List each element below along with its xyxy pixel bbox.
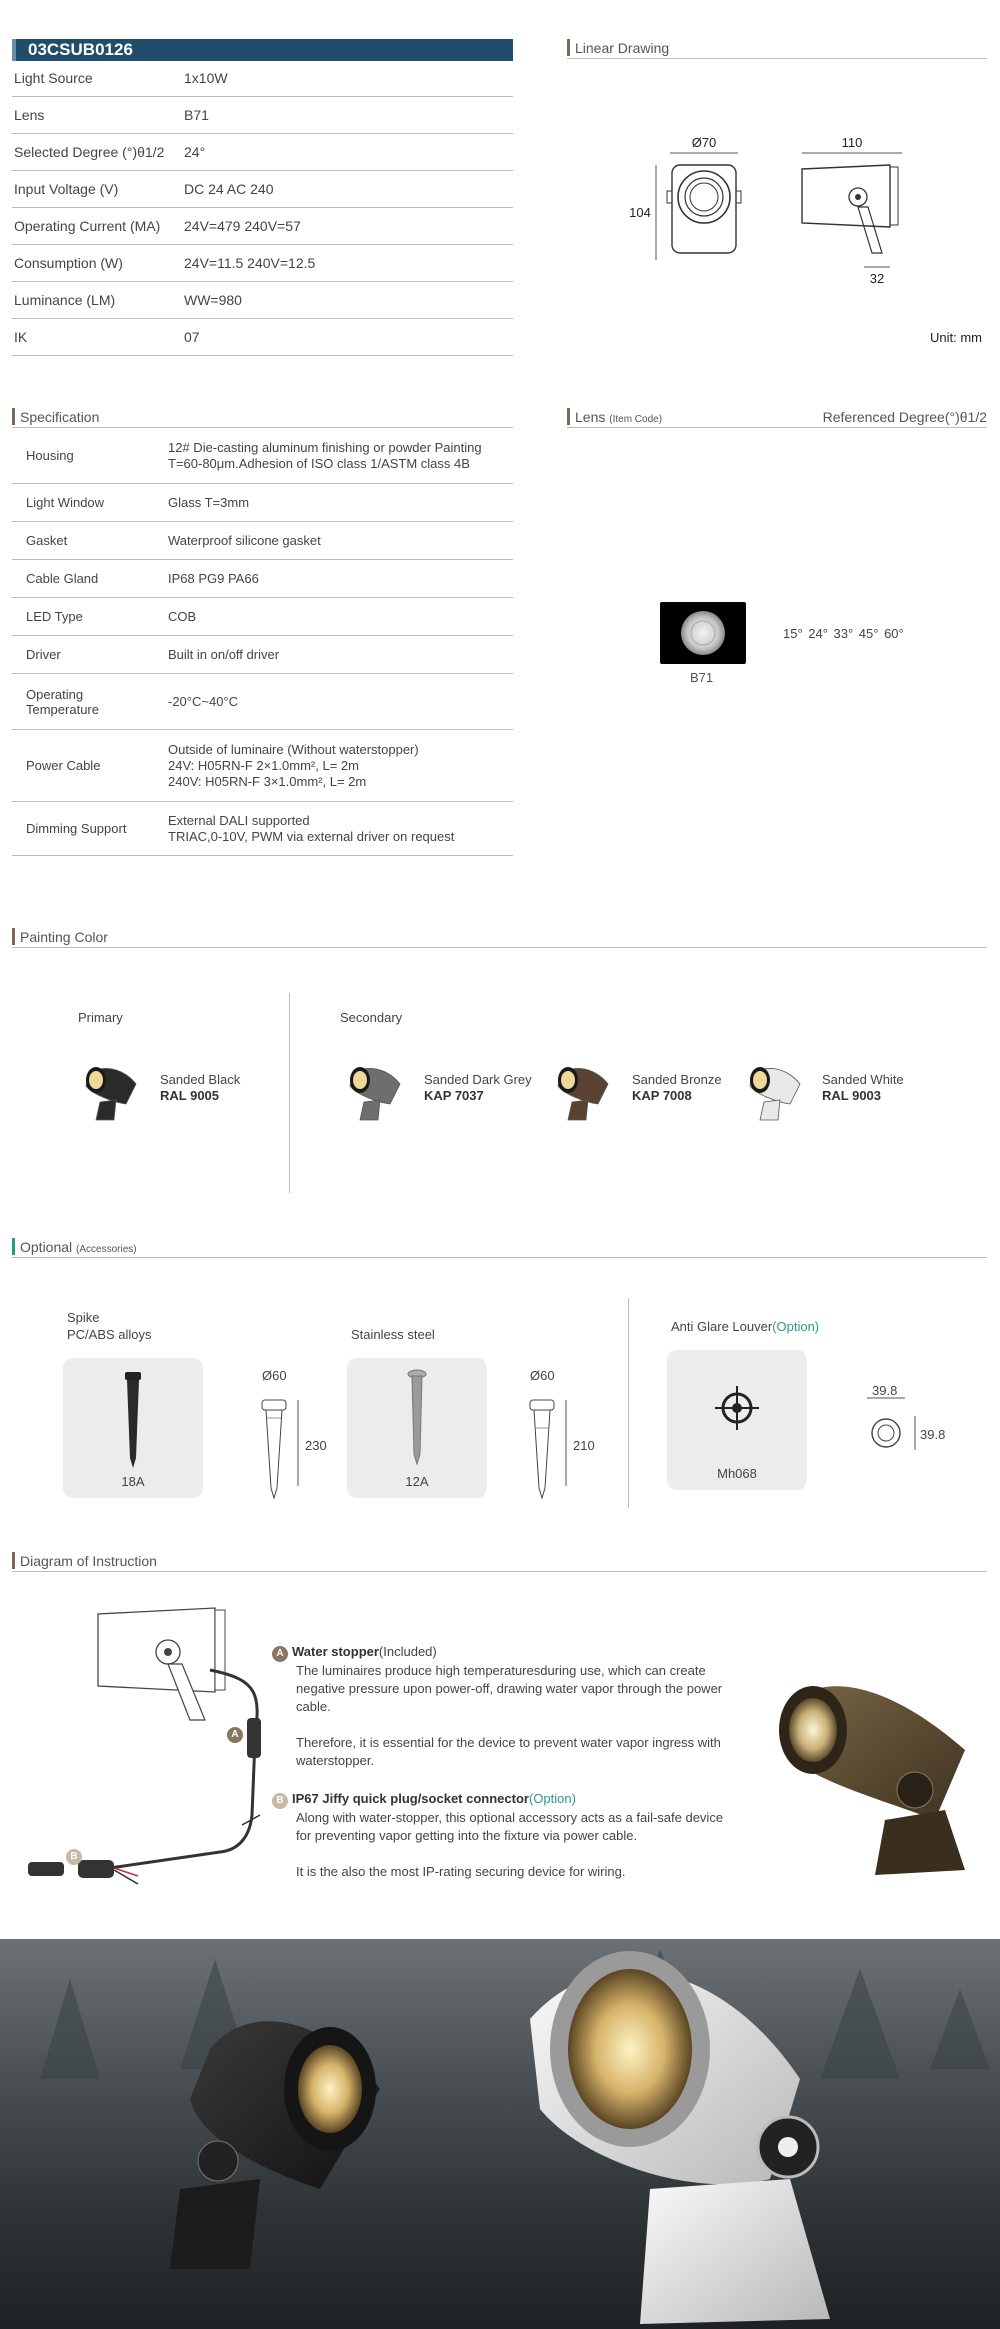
painting-divider xyxy=(289,993,290,1193)
optional-divider xyxy=(628,1298,629,1508)
bronze-fixture-photo xyxy=(765,1670,990,1885)
diagram-badge-b: B xyxy=(66,1846,86,1865)
dim-length: 110 xyxy=(841,135,863,150)
louver-code: Mh068 xyxy=(717,1466,757,1481)
specification-header xyxy=(12,408,513,428)
color-code: RAL 9003 xyxy=(822,1088,882,1103)
louver-height: 39.8 xyxy=(920,1427,946,1442)
spec-row xyxy=(12,636,513,674)
dim-diameter: Ø70 xyxy=(691,135,717,150)
diagram-title: Diagram of Instruction xyxy=(20,1553,157,1569)
spec-value: External DALI supported TRIAC,0-10V, PWM via external driver on request xyxy=(168,812,455,844)
spike-label xyxy=(67,1309,152,1343)
spec-row xyxy=(12,522,513,560)
lens-image xyxy=(660,602,746,664)
banner-fixtures-image xyxy=(0,1939,1000,2329)
spec-key: Gasket xyxy=(26,533,68,548)
spike-steel-drawing xyxy=(520,1368,610,1508)
lens-degrees: 15° 24° 33° 45° 60° xyxy=(783,626,904,641)
spec-key: LED Type xyxy=(26,609,83,624)
lens-header xyxy=(567,408,987,428)
steel-title: Stainless steel xyxy=(351,1327,435,1342)
water-stopper-paragraph-1: The luminaires produce high temperaturesduring use, which can create negative pressure upon power-off, drawing water vapor through the power cable. xyxy=(296,1663,723,1714)
painting-header xyxy=(12,928,987,948)
water-stopper-title: Water stopper xyxy=(292,1644,379,1659)
color-name: Sanded Bronze xyxy=(632,1072,722,1087)
spike-pc-height: 230 xyxy=(305,1438,327,1453)
info-key: Input Voltage (V) xyxy=(14,181,119,197)
info-value: B71 xyxy=(184,107,209,123)
color-name: Sanded Black xyxy=(160,1072,241,1087)
info-row xyxy=(12,319,513,356)
info-key: Light Source xyxy=(14,70,93,86)
info-row xyxy=(12,134,513,171)
color-swatch-fixture xyxy=(342,1058,406,1125)
info-value: WW=980 xyxy=(184,292,242,308)
color-swatch-label xyxy=(160,1072,240,1104)
text-badge-a: A xyxy=(272,1646,288,1662)
spec-value: IP68 PG9 PA66 xyxy=(168,570,259,586)
info-value: 24° xyxy=(184,144,206,160)
connector-paragraph-2: It is the also the most IP-rating securing device for wiring. xyxy=(296,1864,626,1879)
info-value: 24V=479 240V=57 xyxy=(184,218,301,234)
info-value: 24V=11.5 240V=12.5 xyxy=(184,255,316,271)
spec-value: Outside of luminaire (Without waterstopper) 24V: H05RN-F 2×1.0mm², L= 2m 240V: H05RN-F 3×1.0mm², L= 2m xyxy=(168,741,419,789)
painting-title: Painting Color xyxy=(20,929,108,945)
referenced-degree-label: Referenced Degree(°)θ1/2 xyxy=(822,409,987,425)
color-code: KAP 7008 xyxy=(632,1088,692,1103)
info-row xyxy=(12,171,513,208)
installation-diagram xyxy=(20,1600,280,1900)
spec-value: 12# Die-casting aluminum finishing or powder Painting T=60-80μm.Adhesion of ISO class 1/ASTM class 4B xyxy=(168,439,482,471)
connector-title: IP67 Jiffy quick plug/socket connector xyxy=(292,1791,529,1806)
louver-title: Anti Glare Louver xyxy=(671,1319,773,1334)
diagram-header xyxy=(12,1552,987,1572)
specification-table xyxy=(12,428,513,856)
spike-steel-code: 12A xyxy=(405,1474,429,1489)
spec-row xyxy=(12,674,513,730)
dim-height: 104 xyxy=(629,205,651,220)
info-row xyxy=(12,60,513,97)
info-key: Operating Current (MA) xyxy=(14,218,161,234)
info-key: Selected Degree (°)θ1/2 xyxy=(14,144,165,160)
color-code: RAL 9005 xyxy=(160,1088,220,1103)
color-swatch-label xyxy=(822,1072,904,1104)
info-key: Consumption (W) xyxy=(14,255,123,271)
optional-title: Optional xyxy=(20,1239,73,1255)
spec-row xyxy=(12,802,513,856)
spike-pc-drawing xyxy=(252,1368,342,1508)
color-name: Sanded White xyxy=(822,1072,904,1087)
connector-tag: (Option) xyxy=(528,1791,576,1806)
spec-row xyxy=(12,598,513,636)
spec-row xyxy=(12,730,513,802)
linear-drawing-title: Linear Drawing xyxy=(575,40,670,56)
color-swatch-label xyxy=(632,1072,722,1104)
text-badge-b: B xyxy=(272,1793,288,1809)
model-title: 03CSUB0126 xyxy=(12,39,513,61)
linear-drawing xyxy=(620,135,920,295)
spec-value: COB xyxy=(168,608,197,624)
spec-value: -20°C~40°C xyxy=(168,693,239,709)
spike-steel-height: 210 xyxy=(573,1438,595,1453)
water-stopper-tag: (Included) xyxy=(378,1644,437,1659)
spec-key: Cable Gland xyxy=(26,571,99,586)
spec-row xyxy=(12,484,513,522)
lens-title: Lens xyxy=(575,409,606,425)
spec-key: Light Window xyxy=(26,495,105,510)
optional-header xyxy=(12,1238,987,1258)
spike-title: Spike xyxy=(67,1310,100,1325)
lens-title-small: (Item Code) xyxy=(609,414,663,425)
info-value: DC 24 AC 240 xyxy=(184,181,274,197)
spec-key: Driver xyxy=(26,647,61,662)
louver-drawing xyxy=(855,1388,955,1458)
spike-pc-diameter: Ø60 xyxy=(262,1368,287,1383)
louver-label xyxy=(671,1318,819,1335)
info-table xyxy=(12,60,513,356)
spike-material: PC/ABS alloys xyxy=(67,1327,152,1342)
lens-code: B71 xyxy=(690,670,714,685)
unit-label: Unit: mm xyxy=(930,330,982,345)
product-banner xyxy=(0,1939,1000,2329)
info-value: 07 xyxy=(184,329,200,345)
info-key: IK xyxy=(14,329,28,345)
louver-option-tag: (Option) xyxy=(772,1319,820,1334)
spec-row xyxy=(12,428,513,484)
linear-drawing-header xyxy=(567,39,987,59)
spec-value: Built in on/off driver xyxy=(168,646,280,662)
spec-key: Housing xyxy=(26,448,74,463)
info-row xyxy=(12,97,513,134)
spec-key: Power Cable xyxy=(26,758,101,773)
info-row xyxy=(12,208,513,245)
spec-key: Operating Temperature xyxy=(26,686,99,717)
specification-title: Specification xyxy=(20,409,100,425)
connector-paragraph-1: Along with water-stopper, this optional accessory acts as a fail-safe device for preventing vapor getting into the fixture via power cable. xyxy=(296,1810,724,1843)
info-row xyxy=(12,245,513,282)
diagram-text xyxy=(276,1643,731,1881)
info-value: 1x10W xyxy=(184,70,228,86)
color-swatch-fixture xyxy=(742,1058,806,1125)
water-stopper-paragraph-2: Therefore, it is essential for the device to prevent water vapor ingress with waterstopper. xyxy=(296,1735,721,1768)
dim-base: 32 xyxy=(869,271,885,286)
spec-value: Glass T=3mm xyxy=(168,494,250,510)
optional-title-small: (Accessories) xyxy=(76,1244,137,1255)
color-swatch-fixture xyxy=(550,1058,614,1125)
spec-row xyxy=(12,560,513,598)
primary-label: Primary xyxy=(78,1010,123,1025)
spike-pc-code: 18A xyxy=(121,1474,145,1489)
info-row xyxy=(12,282,513,319)
diagram-badge-a: A xyxy=(227,1724,247,1743)
color-swatch-label xyxy=(424,1072,532,1104)
spec-value: Waterproof silicone gasket xyxy=(168,532,321,548)
louver-width: 39.8 xyxy=(872,1383,898,1398)
color-code: KAP 7037 xyxy=(424,1088,484,1103)
color-name: Sanded Dark Grey xyxy=(424,1072,532,1087)
info-key: Luminance (LM) xyxy=(14,292,116,308)
secondary-label: Secondary xyxy=(340,1010,403,1025)
color-swatch-fixture xyxy=(78,1058,142,1125)
info-key: Lens xyxy=(14,107,45,123)
spike-steel-diameter: Ø60 xyxy=(530,1368,555,1383)
spec-key: Dimming Support xyxy=(26,821,127,836)
